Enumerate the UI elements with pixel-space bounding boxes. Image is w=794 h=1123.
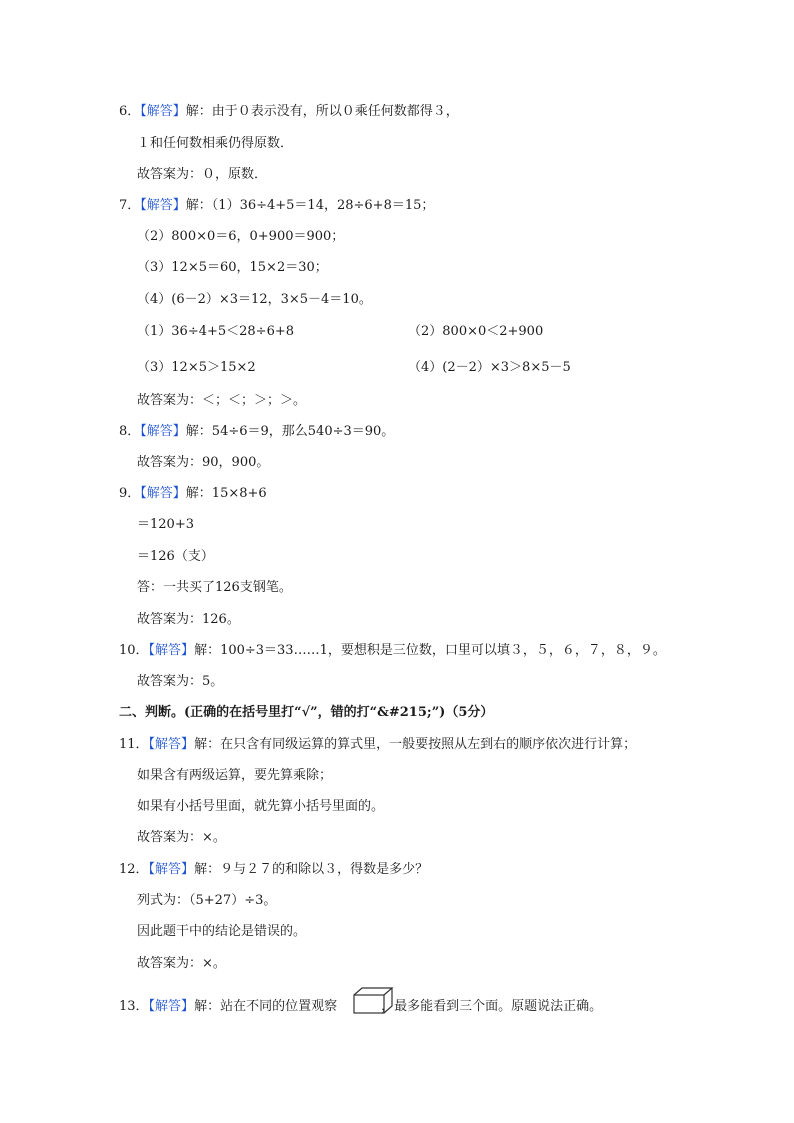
answer-tag: 【解答】 [140, 424, 186, 439]
answer-tag: 【解答】 [148, 999, 195, 1014]
q11-line2: 如果含有两级运算，要先算乘除； [137, 768, 333, 783]
q7-answer: 故答案为：＜；＜；＞；＞。 [137, 393, 307, 408]
answer-tag: 【解答】 [148, 862, 195, 877]
cuboid-icon [352, 985, 394, 1017]
q7-compare-4: （4）(2－2）×3＞8×5－5 [408, 360, 571, 375]
q12-line3: 因此题干中的结论是错误的。 [137, 924, 307, 939]
q7-compare-3: （3）12×5＞15×2 [137, 360, 256, 375]
section-heading: 二、判断。(正确的在括号里打“√”，错的打“&#215;”)（5分） [119, 705, 494, 720]
q10-line1 [119, 643, 666, 659]
q7-line4: （4）(6－2）×3＝12，3×5－4＝10。 [137, 292, 372, 307]
q9-answer: 故答案为：126。 [137, 612, 240, 627]
q7-compare-2: （2）800×0＜2+900 [408, 324, 544, 339]
q13-text1a: 解：站在不同的位置观察 [194, 999, 338, 1014]
q10-answer: 故答案为：5。 [137, 674, 224, 689]
q9-line4: 答：一共买了126支钢笔。 [137, 580, 292, 595]
q7-text1: 解：（1）36÷4+5＝14，28÷6+8＝15； [185, 198, 435, 213]
q10-number: 10． [119, 643, 149, 658]
answer-tag: 【解答】 [140, 198, 186, 213]
q12-line1 [119, 862, 428, 878]
q13-number: 13． [119, 999, 149, 1014]
answer-tag: 【解答】 [140, 104, 186, 119]
q8-answer: 故答案为：90，900。 [137, 455, 270, 470]
q11-line3: 如果有小括号里面，就先算小括号里面的。 [137, 799, 385, 814]
q12-number: 12． [119, 862, 149, 877]
q8-number: 8． [119, 424, 141, 439]
q7-compare-1: （1）36÷4+5＜28÷6+8 [137, 324, 295, 339]
q12-answer: 故答案为：×。 [137, 956, 226, 971]
answer-tag: 【解答】 [148, 643, 195, 658]
q8-line1 [119, 424, 394, 440]
answer-tag: 【解答】 [140, 486, 186, 501]
q9-line3: ＝126（支） [137, 549, 214, 564]
q8-text1: 解：54÷6＝9，那么540÷3＝90。 [185, 424, 395, 439]
q11-text1: 解：在只含有同级运算的算式里，一般要按照从左到右的顺序依次进行计算； [194, 737, 637, 752]
q6-text1: 解：由于０表示没有，所以０乘任何数都得３， [185, 104, 459, 119]
q6-answer: 故答案为：０，原数． [137, 167, 268, 182]
q13-text1b: ，最多能看到三个面。原题说法正确。 [381, 999, 603, 1014]
q9-line1 [119, 486, 267, 502]
q7-line2: （2）800×0＝6，0+900＝900； [137, 229, 345, 244]
q7-number: 7． [119, 198, 141, 213]
answer-tag: 【解答】 [148, 737, 195, 752]
q7-line3: （3）12×5＝60，15×2＝30； [137, 260, 328, 275]
q11-answer: 故答案为：×。 [137, 830, 226, 845]
q7-line1 [119, 198, 434, 214]
q12-line2: 列式为：（5+27）÷3。 [137, 893, 277, 908]
q6-number: 6． [119, 104, 141, 119]
q10-text1: 解：100÷3＝33……1，要想积是三位数，口里可以填３，５，６，７，８，９。 [194, 643, 666, 658]
q12-text1: 解：９与２７的和除以３，得数是多少？ [194, 862, 429, 877]
q11-number: 11． [119, 737, 149, 752]
q9-number: 9． [119, 486, 141, 501]
q6-line1 [119, 104, 459, 120]
q11-line1 [119, 737, 636, 753]
q9-line2: ＝120+3 [137, 517, 194, 532]
q6-line2: １和任何数相乘仍得原数． [137, 136, 294, 151]
q9-text1: 解：15×8+6 [185, 486, 267, 501]
